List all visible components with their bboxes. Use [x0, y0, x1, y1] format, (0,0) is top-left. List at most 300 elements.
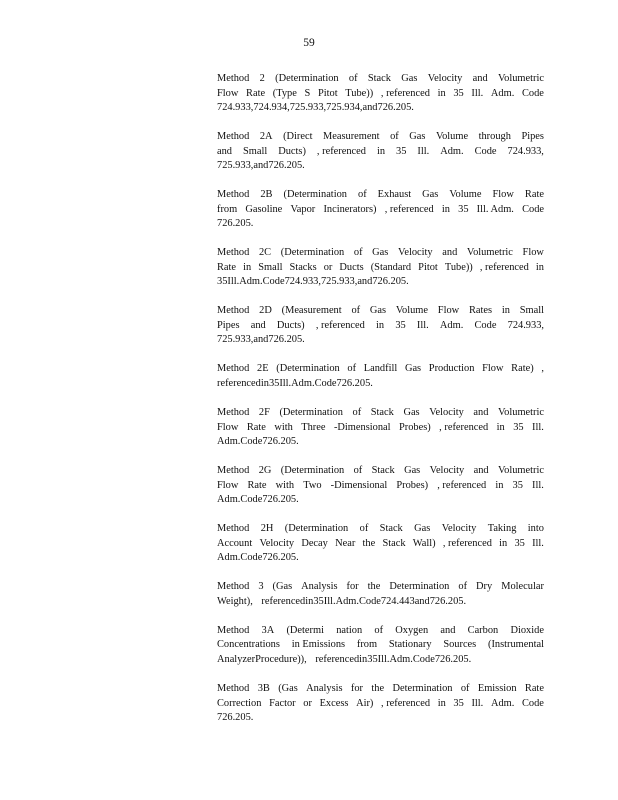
- word: Procedure)): [255, 653, 305, 665]
- word: in Emissions: [291, 639, 346, 651]
- word: 726.205.: [262, 494, 299, 506]
- word: in: [499, 537, 508, 549]
- word: , referenced: [315, 319, 365, 331]
- word: Ill.: [532, 479, 544, 491]
- word: Stack: [379, 523, 403, 535]
- word: Measurement: [323, 131, 380, 143]
- word: Method: [217, 73, 250, 84]
- word: Adm.: [217, 552, 241, 564]
- word: Dry: [476, 581, 493, 593]
- word: Dioxide: [510, 624, 544, 636]
- word: Flow: [492, 189, 514, 201]
- word: Ill.: [471, 697, 484, 709]
- word: Small: [519, 305, 544, 317]
- word: Method: [217, 407, 250, 419]
- word: Weight): [217, 595, 251, 607]
- word: Method: [217, 131, 250, 143]
- word: Adm.: [217, 494, 241, 506]
- word: of: [358, 189, 367, 201]
- word: for: [346, 581, 359, 593]
- word: 726.205.: [268, 160, 305, 172]
- word: in: [496, 421, 505, 433]
- word: Velocity: [259, 537, 295, 549]
- word: Method: [217, 363, 250, 375]
- word: and: [473, 407, 489, 419]
- word: 726.205.: [429, 595, 467, 607]
- word: 3B: [257, 683, 270, 695]
- reference-entry: [217, 464, 544, 508]
- word: Adm.: [335, 595, 359, 607]
- word: , referenced: [439, 421, 489, 433]
- word: Analyzer: [217, 653, 256, 665]
- word: Flow: [217, 421, 239, 433]
- word: Excess: [319, 697, 349, 709]
- word: Volumetric: [497, 73, 544, 84]
- word: Velocity: [429, 407, 464, 419]
- word: 726.205.: [262, 436, 299, 448]
- word: 2F: [258, 407, 270, 419]
- word: Carbon: [467, 624, 499, 636]
- word: Pitot: [418, 261, 438, 273]
- text-line: [217, 479, 544, 494]
- word: Stack: [367, 73, 391, 84]
- word: Code: [262, 276, 285, 288]
- word: 2C: [258, 247, 272, 259]
- word: Code: [474, 319, 497, 331]
- text-line: [217, 522, 544, 537]
- text-line: [217, 261, 544, 276]
- word: of: [353, 247, 363, 259]
- word: 2B: [260, 189, 273, 201]
- text-line: [217, 435, 544, 450]
- word: 35: [514, 537, 525, 549]
- word: 725.933,: [320, 276, 358, 288]
- word: or: [303, 697, 312, 709]
- word: Taking: [487, 523, 517, 535]
- word: Pipes: [217, 319, 240, 331]
- word: of: [352, 407, 362, 419]
- word: and: [362, 102, 378, 113]
- word: and: [253, 334, 269, 346]
- word: 726.205.: [336, 377, 373, 389]
- word: Code: [521, 87, 544, 99]
- word: in: [495, 479, 504, 491]
- text-line: [217, 421, 544, 436]
- text-line: [217, 304, 544, 319]
- word: and: [250, 319, 266, 331]
- word: Rate): [511, 363, 534, 375]
- text-line: [217, 246, 544, 261]
- word: Code: [240, 436, 263, 448]
- word: for: [350, 683, 364, 695]
- word: Stack: [371, 465, 395, 477]
- word: of: [353, 465, 363, 477]
- word: (Determi: [286, 624, 324, 636]
- word: 35: [458, 203, 469, 215]
- word: Decay: [301, 537, 328, 549]
- word: and: [442, 247, 458, 259]
- word: of: [348, 73, 358, 84]
- word: 725.933,: [217, 160, 254, 172]
- word: Gas: [372, 247, 389, 259]
- word: Flow: [217, 87, 239, 99]
- word: Method: [217, 523, 250, 535]
- text-line: [217, 595, 544, 610]
- word: Rate: [524, 189, 544, 201]
- word: 35: [217, 276, 228, 288]
- word: of: [351, 305, 361, 317]
- word: Small: [258, 261, 283, 273]
- word: referenced: [217, 377, 261, 389]
- text-line: [217, 130, 544, 145]
- word: Velocity: [441, 523, 477, 535]
- word: 724.933,: [507, 319, 544, 331]
- word: Volume: [449, 189, 482, 201]
- word: Gas: [403, 407, 420, 419]
- word: and: [440, 624, 456, 636]
- word: Gas: [409, 131, 426, 143]
- word: 35: [313, 595, 324, 607]
- word: or: [323, 261, 333, 273]
- text-line: [217, 377, 544, 392]
- word: in: [376, 319, 385, 331]
- word: Emission: [477, 683, 517, 695]
- text-line: [217, 217, 544, 232]
- word: with: [274, 421, 293, 433]
- word: 725.934,: [326, 102, 363, 113]
- word: Determination: [389, 581, 450, 593]
- word: Ill.: [532, 537, 544, 549]
- word: Exhaust: [377, 189, 412, 201]
- word: 726.205.: [217, 712, 254, 724]
- word: Rate: [246, 87, 266, 99]
- word: of: [359, 523, 369, 535]
- word: 3: [258, 581, 264, 593]
- word: 724.443: [380, 595, 415, 607]
- word: 35: [453, 697, 464, 709]
- word: , referenced: [437, 479, 487, 491]
- word: and: [414, 595, 430, 607]
- word: Tube)): [345, 87, 374, 99]
- text-line: [217, 697, 544, 712]
- word: Gas: [414, 523, 431, 535]
- word: Oxygen: [395, 624, 429, 636]
- word: Velocity: [397, 247, 433, 259]
- word: through: [478, 131, 511, 143]
- word: Method: [217, 305, 250, 317]
- word: 35: [513, 421, 524, 433]
- word: Ducts): [278, 145, 306, 157]
- text-line: [217, 537, 544, 552]
- word: Sources: [443, 639, 477, 651]
- word: -Dimensional: [333, 421, 391, 433]
- text-line: [217, 362, 544, 377]
- word: , referenced: [384, 203, 434, 215]
- word: (Gas: [272, 581, 293, 593]
- word: Ill.: [471, 87, 484, 99]
- word: of: [347, 363, 357, 375]
- word: Concentrations: [217, 639, 280, 651]
- text-line: [217, 159, 544, 174]
- word: Ill.: [377, 653, 390, 665]
- text-line: [217, 101, 544, 116]
- word: Volume: [435, 131, 469, 143]
- word: in: [437, 697, 446, 709]
- word: Adm.: [291, 377, 315, 389]
- word: and: [217, 145, 233, 157]
- word: Stack: [370, 407, 394, 419]
- word: 724.933,: [507, 145, 544, 157]
- reference-entry: [217, 130, 544, 174]
- reference-entry: [217, 72, 544, 116]
- word: Code: [521, 697, 544, 709]
- word: (Measurement: [281, 305, 342, 317]
- word: with: [275, 479, 295, 491]
- word: Pitot: [317, 87, 338, 99]
- word: Factor: [269, 697, 296, 709]
- word: Velocity: [429, 465, 465, 477]
- word: from: [217, 203, 238, 215]
- word: 726.205.: [262, 552, 299, 564]
- word: Small: [243, 145, 268, 157]
- word: 726.205.: [434, 653, 472, 665]
- word: Method: [217, 189, 250, 201]
- word: Rates: [468, 305, 493, 317]
- word: Volumetric: [498, 407, 544, 419]
- text-line: [217, 188, 544, 203]
- word: Ill.: [417, 145, 430, 157]
- text-line: [217, 203, 544, 218]
- word: 725.933,: [289, 102, 327, 113]
- word: Code: [358, 595, 381, 607]
- word: 2H: [260, 523, 274, 535]
- word: (Determination: [280, 247, 345, 259]
- word: Pipes: [521, 131, 544, 143]
- word: the: [362, 537, 376, 549]
- word: Analysis: [301, 581, 338, 593]
- word: Gas: [369, 305, 387, 317]
- reference-entry: [217, 580, 544, 609]
- text-line: [217, 333, 544, 348]
- word: in: [243, 261, 252, 273]
- word: Ill.: [532, 421, 544, 433]
- word: in: [501, 305, 510, 317]
- word: Adm.: [490, 697, 515, 709]
- word: and: [253, 160, 269, 172]
- word: 726.205.: [217, 218, 254, 230]
- word: 725.933,: [217, 334, 254, 346]
- word: (Instrumental: [487, 639, 544, 651]
- word: in: [305, 595, 314, 607]
- word: 35: [396, 145, 407, 157]
- word: (Determination: [276, 363, 340, 375]
- word: 2E: [257, 363, 269, 375]
- word: Stack: [382, 537, 406, 549]
- text-line: [217, 87, 544, 102]
- word: Method: [217, 581, 250, 593]
- word: Gas: [404, 363, 422, 375]
- word: Molecular: [501, 581, 544, 593]
- word: Tube)): [444, 261, 473, 273]
- word: S: [304, 87, 311, 99]
- word: Code: [240, 494, 263, 506]
- word: nation: [336, 624, 363, 636]
- word: , referenced: [304, 653, 360, 665]
- word: (Type: [272, 87, 297, 99]
- word: 35: [367, 653, 378, 665]
- word: Gas: [404, 465, 421, 477]
- word: from: [356, 639, 378, 651]
- word: in: [441, 203, 450, 215]
- word: the: [371, 683, 385, 695]
- word: (Determination: [275, 73, 339, 84]
- word: , referenced: [442, 537, 492, 549]
- word: 2A: [259, 131, 273, 143]
- word: Code: [522, 203, 544, 215]
- word: Rate: [524, 683, 544, 695]
- word: 2G: [258, 465, 272, 477]
- word: 35: [512, 479, 523, 491]
- word: of: [374, 624, 384, 636]
- word: Incinerators): [323, 203, 377, 215]
- word: Flow: [437, 305, 460, 317]
- word: , referenced: [381, 697, 431, 709]
- word: in: [359, 653, 368, 665]
- text-line: [217, 580, 544, 595]
- text-line: [217, 551, 544, 566]
- word: of: [390, 131, 399, 143]
- word: Code: [412, 653, 435, 665]
- word: Account: [217, 537, 253, 549]
- word: in: [437, 87, 446, 99]
- word: in: [376, 145, 386, 157]
- word: Ill. Adm.: [476, 203, 514, 215]
- word: (Gas: [278, 683, 298, 695]
- word: 35: [268, 377, 280, 389]
- word: Ill.: [323, 595, 336, 607]
- word: Two: [303, 479, 322, 491]
- word: 2: [259, 73, 265, 84]
- reference-entry: [217, 188, 544, 232]
- word: and: [472, 73, 488, 84]
- word: and: [357, 276, 373, 288]
- word: the: [367, 581, 381, 593]
- word: 724.933,: [284, 276, 321, 288]
- word: Volume: [395, 305, 428, 317]
- word: Vapor: [290, 203, 316, 215]
- word: and: [473, 465, 489, 477]
- word: Air): [356, 697, 374, 709]
- word: Flow: [522, 247, 544, 259]
- word: (Determination: [280, 465, 345, 477]
- word: Flow: [482, 363, 504, 375]
- word: Ill.: [279, 377, 292, 389]
- word: Wall): [412, 537, 436, 549]
- word: ,: [541, 363, 544, 375]
- word: into: [527, 523, 544, 535]
- word: , referenced: [316, 145, 366, 157]
- word: Production: [428, 363, 475, 375]
- word: 2D: [259, 305, 272, 317]
- reference-entry: [217, 624, 544, 668]
- word: 726.205.: [372, 276, 409, 288]
- word: 3A: [261, 624, 275, 636]
- text-line: [217, 711, 544, 726]
- word: Velocity: [427, 73, 463, 84]
- text-line: [217, 624, 544, 639]
- word: Rate: [247, 479, 267, 491]
- word: Stationary: [388, 639, 432, 651]
- word: Adm.: [389, 653, 413, 665]
- text-line: [217, 275, 544, 290]
- word: 726.205: [377, 102, 412, 113]
- word: Rate: [217, 261, 237, 273]
- page-number: 59: [303, 37, 315, 49]
- word: Ducts): [276, 319, 305, 331]
- word: Three: [301, 421, 326, 433]
- text-line: [217, 145, 544, 160]
- word: in: [260, 377, 269, 389]
- text-line: [217, 493, 544, 508]
- word: Method: [217, 624, 250, 636]
- word: Code: [240, 552, 263, 564]
- word: (Direct: [283, 131, 313, 143]
- text-line: [217, 319, 544, 334]
- word: .: [411, 102, 414, 113]
- word: Code: [474, 145, 497, 157]
- word: , referenced: [250, 595, 306, 607]
- word: Volumetric: [466, 247, 513, 259]
- word: Correction: [217, 697, 262, 709]
- reference-list: [217, 72, 544, 740]
- text-line: [217, 406, 544, 421]
- word: Ill.: [416, 319, 429, 331]
- word: Adm.: [490, 87, 515, 99]
- text-line: [217, 72, 544, 87]
- word: Gas: [401, 73, 418, 84]
- word: Volumetric: [497, 465, 544, 477]
- word: Code: [314, 377, 337, 389]
- word: Gasoline: [245, 203, 283, 215]
- word: Probes): [398, 421, 431, 433]
- word: , referenced: [380, 87, 430, 99]
- reference-entry: [217, 362, 544, 391]
- reference-entry: [217, 522, 544, 566]
- word: Analysis: [306, 683, 343, 695]
- text-line: [217, 682, 544, 697]
- word: (Determination: [283, 189, 347, 201]
- word: 724.934,: [253, 102, 290, 113]
- word: Near: [335, 537, 356, 549]
- word: Adm.: [440, 145, 464, 157]
- text-line: [217, 638, 544, 653]
- word: Ducts: [339, 261, 364, 273]
- word: Gas: [422, 189, 439, 201]
- word: Method: [217, 683, 250, 695]
- word: Adm.: [439, 319, 464, 331]
- reference-entry: [217, 304, 544, 348]
- word: (Standard: [370, 261, 412, 273]
- word: 724.933,: [217, 102, 254, 113]
- word: 35: [395, 319, 406, 331]
- word: Ill.: [227, 276, 240, 288]
- word: Method: [217, 465, 250, 477]
- reference-entry: [217, 406, 544, 450]
- word: Probes): [396, 479, 429, 491]
- word: of: [458, 581, 468, 593]
- word: -Dimensional: [330, 479, 388, 491]
- word: 726.205.: [268, 334, 305, 346]
